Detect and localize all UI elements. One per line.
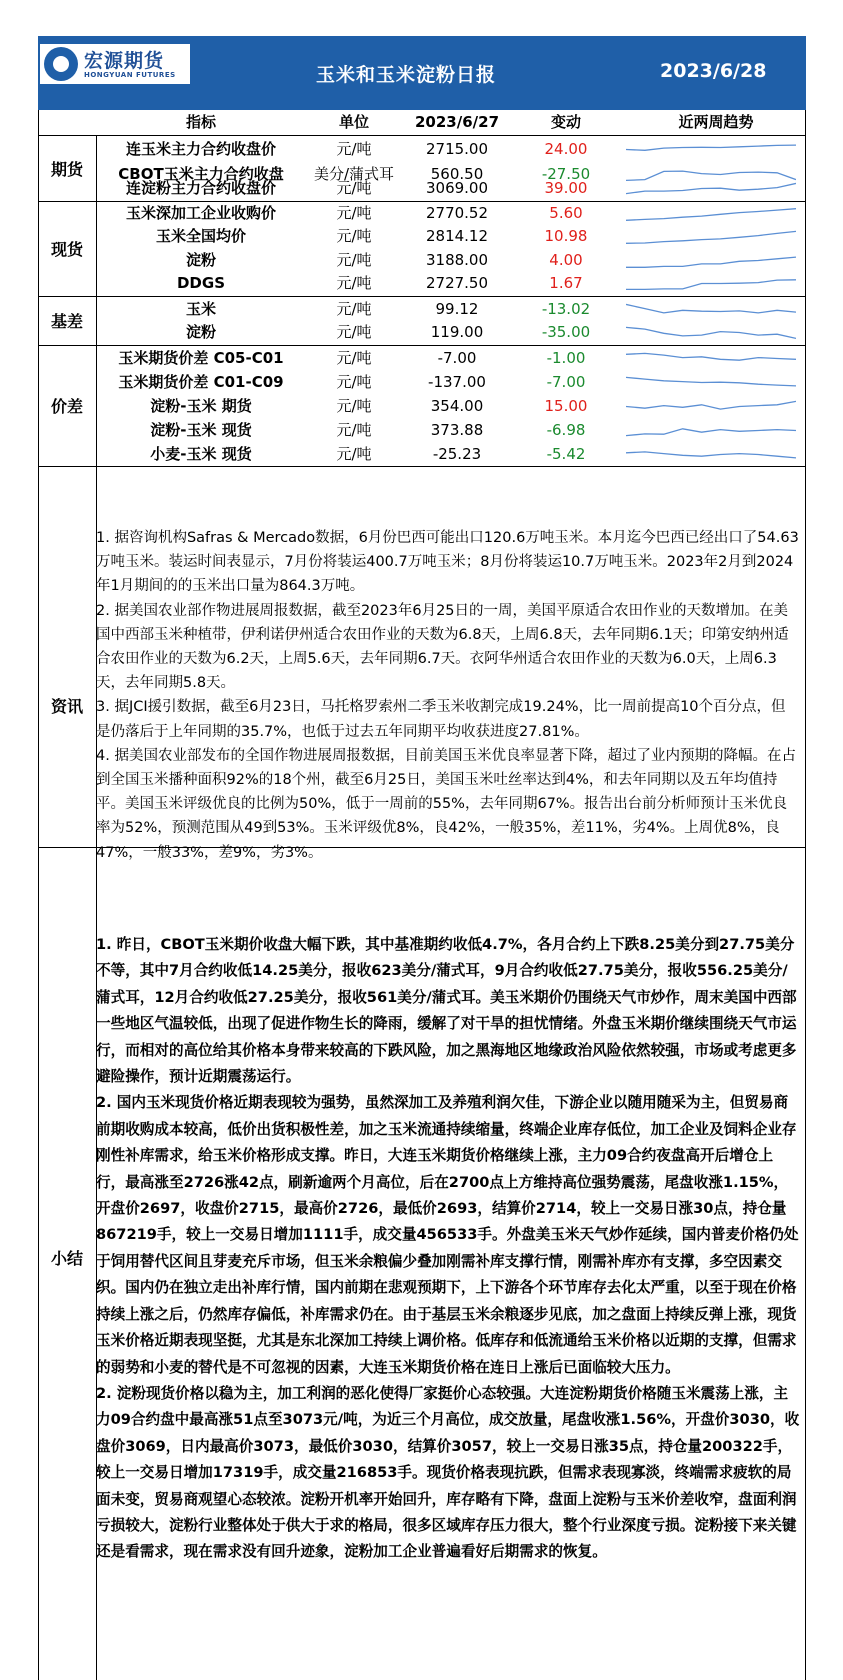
indicator-name: 淀粉 (185, 251, 216, 269)
indicator-value: 373.88 (430, 421, 484, 439)
logo-icon (44, 47, 78, 81)
col-header-change: 变动 (550, 113, 581, 131)
indicator-unit: 元/吨 (336, 227, 372, 245)
indicator-value: -25.23 (432, 445, 482, 463)
indicator-unit: 元/吨 (336, 204, 372, 222)
summary-paragraph: 1. 昨日，CBOT玉米期价收盘大幅下跌，其中基准期约收低4.7%，各月合约上下跌8.25美分到27.75美分不等，其中7月合约收低14.25美分，报收623美分/蒲式耳，9月合约收低27.75美分，报收556.25美分/蒲式耳，12月合约收低27.25美分，报收561美分/蒲式耳。美玉米期价仍围绕天气市炒作，周末美国中西部一些地区气温较低，出现了促进作物生长的降雨，缓解了对干旱的担忧情绪。外盘玉米期价继续围绕天气市运行，而相对的高位给其价格本身带来较高的下跌风险，加之黑海地区地缘政治风险依然较强，市场或考虑更多避险操作，预计近期震荡运行。 (96, 936, 797, 1086)
indicator-change: 15.00 (544, 397, 588, 415)
indicator-value: 2770.52 (425, 204, 489, 222)
indicator-name: 玉米全国均价 (155, 227, 246, 245)
logo-text: 宏源期货 (84, 50, 165, 72)
indicator-name: 玉米期货价差 C01-C09 (118, 373, 284, 391)
table-row (96, 176, 806, 201)
news-paragraph: 2. 据美国农业部作物进展周报数据，截至2023年6月25日的一周，美国平原适合农田作业的天数增加。在美国中西部玉米种植带，伊利诺伊州适合农田作业的天数为6.8天，上周6.8天，去年同期6.1天；印第安纳州适合农田作业的天数为6.2天，上周5.6天，去年同期6.7天。衣阿华州适合农田作业的天数为6.0天，上周6.3天，去年同期5.8天。 (96, 602, 789, 692)
indicator-name: 玉米期货价差 C05-C01 (118, 349, 284, 367)
indicator-value: 2715.00 (425, 140, 489, 158)
table-row (96, 394, 806, 419)
trend-sparkline (626, 420, 796, 441)
indicator-value: 99.12 (435, 300, 479, 318)
category-basis: 基差 (50, 312, 83, 331)
indicator-name: 连玉米主力合约收盘价 (125, 140, 276, 158)
indicator-value: 2727.50 (425, 274, 489, 292)
indicator-change: 5.60 (549, 204, 583, 222)
news-section (96, 526, 800, 865)
indicator-name: 玉米深加工企业收购价 (125, 204, 276, 222)
table-row (96, 271, 806, 296)
report-title: 玉米和玉米淀粉日报 (316, 64, 497, 86)
indicator-unit: 元/吨 (336, 300, 372, 318)
trend-sparkline (626, 396, 796, 417)
trend-sparkline (626, 178, 796, 199)
indicator-name: DDGS (176, 274, 226, 292)
indicator-unit: 元/吨 (336, 323, 372, 341)
col-header-indicator: 指标 (185, 113, 216, 131)
indicator-value: 119.00 (430, 323, 484, 341)
report-date: 2023/6/28 (660, 60, 767, 82)
indicator-unit: 元/吨 (336, 373, 372, 391)
indicator-unit: 元/吨 (336, 140, 372, 158)
trend-sparkline (626, 226, 796, 247)
category-spot: 现货 (50, 240, 83, 259)
indicator-unit: 元/吨 (336, 349, 372, 367)
table-row (96, 442, 806, 467)
indicator-change: -35.00 (541, 323, 591, 341)
indicator-unit: 元/吨 (336, 421, 372, 439)
indicator-name: CBOT玉米主力合约收盘 (118, 165, 284, 183)
indicator-name: 淀粉-玉米 期货 (150, 397, 252, 415)
indicator-change: 1.67 (549, 274, 583, 292)
indicator-unit: 元/吨 (336, 251, 372, 269)
category-spread: 价差 (50, 397, 83, 416)
indicator-name: 连淀粉主力合约收盘价 (125, 179, 276, 197)
indicator-name: 淀粉-玉米 现货 (150, 421, 252, 439)
indicator-change: 10.98 (544, 227, 588, 245)
summary-paragraph: 2. 淀粉现货价格以稳为主，加工利润的恶化使得厂家挺价心态较强。大连淀粉期货价格随玉米震荡上涨，主力09合约盘中最高涨51点至3073元/吨，为近三个月高位，成交放量，尾盘收涨1.56%，开盘价3030，收盘价3069，日内最高价3073，最低价3030，结算价3057，较上一交易日涨35点，持仓量200322手，较上一交易日增加17319手，成交量216853手。现货价格表现抗跌，但需求表现寡淡，终端需求疲软的局面未变，贸易商观望心态较浓。淀粉开机率开始回升，库存略有下降，盘面上淀粉与玉米价差收窄，盘面利润亏损较大，淀粉行业整体处于供大于求的格局，很多区域库存压力很大，整个行业深度亏损。淀粉接下来关键还是看需求，现在需求没有回升迹象，淀粉加工企业普遍看好后期需求的恢复。 (96, 1384, 800, 1561)
table-row (96, 297, 806, 322)
trend-sparkline (626, 299, 796, 320)
indicator-change: -13.02 (541, 300, 591, 318)
summary-section (96, 932, 802, 1566)
trend-sparkline (626, 444, 796, 465)
indicator-name: 淀粉 (185, 323, 216, 341)
indicator-unit: 美分/蒲式耳 (313, 165, 395, 183)
indicator-change: -6.98 (546, 421, 586, 439)
table-row (96, 224, 806, 249)
trend-sparkline (626, 348, 796, 369)
trend-sparkline (626, 273, 796, 294)
col-header-date: 2023/6/27 (414, 113, 500, 131)
logo-subtext: HONGYUAN FUTURES (84, 71, 176, 79)
table-row (96, 201, 806, 226)
company-logo (40, 44, 190, 84)
col-header-trend: 近两周趋势 (678, 113, 754, 131)
indicator-change: 24.00 (544, 140, 588, 158)
indicator-unit: 元/吨 (336, 445, 372, 463)
indicator-value: 3069.00 (425, 179, 489, 197)
news-paragraph: 1. 据咨询机构Safras & Mercado数据，6月份巴西可能出口120.6万吨玉米。本月迄今巴西已经出口了54.63万吨玉米。装运时间表显示，7月份将装运400.7万吨玉米；8月份将装运10.7万吨玉米。2023年2月到2024年1月期间的的玉米出口量为864.3万吨。 (96, 530, 799, 595)
summary-paragraph: 2. 国内玉米现货价格近期表现较为强势，虽然深加工及养殖利润欠佳，下游企业以随用随采为主，但贸易商前期收购成本较高，低价出货积极性差，加之玉米流通持续缩量，终端企业库存低位，加工企业及饲料企业存刚性补库需求，给玉米价格形成支撑。昨日，大连玉米期货价格继续上涨，主力09合约夜盘高开后增仓上行，最高涨至2726涨42点，刷新逾两个月高位，后在2700点上方维持高位强势震荡，尾盘收涨1.15%，开盘价2697，收盘价2715，最高价2726，最低价2693，结算价2714，较上一交易日涨30点，持仓量867219手，较上一交易日增加1111手，成交量456533手。外盘美玉米天气炒作延续，国内普麦价格仍处于饲用替代区间且芽麦充斥市场，但玉米余粮偏少叠加刚需补库支撑行情，刚需补库亦有支撑，多空因素交织。国内仍在独立走出补库行情，国内前期在悲观预期下，上下游各个环节库存去化太严重，以至于现在价格持续上涨之后，仍然库存偏低，补库需求仍在。由于基层玉米余粮逐步见底，加之盘面上持续反弹上涨，现货玉米价格近期表现坚挺，尤其是东北深加工持续上调价格。低库存和低流通给玉米价格以近期的支撑，但需求的弱势和小麦的替代是不可忽视的因素，大连玉米期货价格在连日上涨后已面临较大压力。 (96, 1094, 799, 1376)
divider (38, 135, 806, 136)
report-header (38, 36, 806, 110)
news-label: 资讯 (50, 697, 83, 716)
table-row (96, 137, 806, 162)
news-paragraph: 3. 据JCI援引数据，截至6月23日，马托格罗索州二季玉米收割完成19.24%，比一周前提高10个百分点，但是仍落后于上年同期的35.7%，也低于过去五年同期平均收获进度27.81%。 (96, 699, 786, 740)
indicator-unit: 元/吨 (336, 179, 372, 197)
indicator-change: 4.00 (549, 251, 583, 269)
trend-sparkline (626, 322, 796, 343)
trend-sparkline (626, 250, 796, 271)
indicator-unit: 元/吨 (336, 397, 372, 415)
indicator-value: 3188.00 (425, 251, 489, 269)
table-row (96, 418, 806, 443)
trend-sparkline (626, 139, 796, 160)
indicator-change: -1.00 (546, 349, 586, 367)
indicator-unit: 元/吨 (336, 274, 372, 292)
indicator-value: 2814.12 (425, 227, 489, 245)
summary-label: 小结 (50, 1249, 83, 1268)
table-row (96, 370, 806, 395)
col-header-unit: 单位 (338, 113, 369, 131)
indicator-name: 小麦-玉米 现货 (150, 445, 252, 463)
indicator-value: 560.50 (430, 165, 484, 183)
indicator-change: 39.00 (544, 179, 588, 197)
table-row (96, 320, 806, 345)
indicator-change: -5.42 (546, 445, 586, 463)
indicator-name: 玉米 (185, 300, 216, 318)
trend-sparkline (626, 203, 796, 224)
indicator-change: -27.50 (541, 165, 591, 183)
table-row (96, 248, 806, 273)
category-futures: 期货 (50, 159, 83, 179)
indicator-value: -7.00 (437, 349, 477, 367)
table-row (96, 346, 806, 371)
indicator-value: -137.00 (428, 373, 486, 391)
news-paragraph: 4. 据美国农业部发布的全国作物进展周报数据，目前美国玉米优良率显著下降，超过了业内预期的降幅。在占到全国玉米播种面积92%的18个州，截至6月25日，美国玉米吐丝率达到4%，和去年同期以及五年均值持平。美国玉米评级优良的比例为50%，低于一周前的55%，去年同期67%。报告出台前分析师预计玉米优良率为52%，预测范围从49到53%。玉米评级优8%，良42%，一般35%，差11%，劣4%。上周优8%，良47%，一般33%，差9%，劣3%。 (96, 747, 796, 861)
indicator-value: 354.00 (430, 397, 484, 415)
indicator-change: -7.00 (546, 373, 586, 391)
trend-sparkline (626, 372, 796, 393)
